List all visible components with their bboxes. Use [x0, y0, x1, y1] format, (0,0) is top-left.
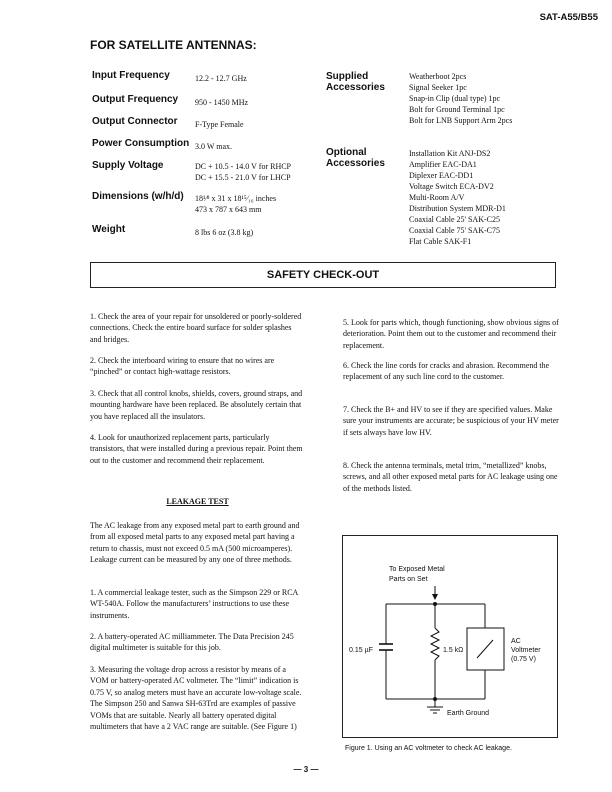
list-item: Bolt for LNB Support Arm 2pcs: [409, 116, 513, 125]
meter-label: AC: [511, 638, 521, 645]
safety-check-title: SAFETY CHECK-OUT: [90, 262, 556, 288]
spec-label: Power Consumption: [92, 138, 190, 149]
leakage-circuit-diagram: [343, 536, 557, 737]
safety-item-1: 1. Check the area of your repair for unsoldered or poorly-soldered connections. Check the entire board surface for solder splashes and bridges.: [90, 312, 302, 344]
safety-item-8: 8. Check the antenna terminals, metal trim, “metallized” knobs, screws, and all other exposed metal parts for AC leakage using one of the methods listed.: [343, 461, 558, 493]
model-number: SAT-A55/B55: [539, 12, 598, 23]
resistor-icon: [431, 628, 439, 660]
figure-1-box: [342, 535, 558, 738]
resistor-label: 1.5 kΩ: [443, 647, 464, 654]
list-item: Coaxial Cable 75' SAK-C75: [409, 226, 500, 235]
list-item: Distribution System MDR-D1: [409, 204, 506, 213]
spec-value-line: DC + 10.5 - 14.0 V for RHCP: [195, 162, 292, 171]
leakage-method-3: 3. Measuring the voltage drop across a resistor by means of a VOM or battery-operated AC voltmeter. The “limit” indication is 0.75 V, so analog meters must have an accurate low-voltage scale. The Simpson 250 and Sanwa SH-63Trd are examples of passive VOMs that are suitable. Nearly all battery operated digital multimeters that have a 2 VAC range are suitable. (See Figure 1): [90, 665, 302, 732]
list-item: Snap-in Clip (dual type) 1pc: [409, 94, 501, 103]
spec-value-line: 18¹⁄⁸ x 31 x 18¹⁵⁄₁₆ inches: [195, 194, 277, 203]
spec-label: Weight: [92, 224, 126, 235]
optional-accessories-label: [326, 147, 385, 169]
leakage-method-1: 1. A commercial leakage tester, such as the Simpson 229 or RCA WT-540A. Follow the manufacturers’ instructions to use these instruments.: [90, 588, 298, 620]
safety-item-6: 6. Check the line cords for cracks and abrasion. Recommend the replacement of any such line cord to the customer.: [343, 361, 550, 382]
list-item: Diplexer EAC-DD1: [409, 171, 474, 180]
spec-value: F-Type Female: [195, 120, 244, 129]
label-line: Supplied: [326, 71, 369, 82]
spec-value: [195, 193, 276, 215]
spec-label: Dimensions (w/h/d): [92, 191, 184, 202]
list-item: Installation Kit ANJ-DS2: [409, 149, 491, 158]
meter-needle: [477, 640, 493, 658]
spec-label: Input Frequency: [92, 70, 170, 81]
spec-value: 12.2 - 12.7 GHz: [195, 74, 247, 83]
meter-label: (0.75 V): [511, 656, 536, 663]
spec-value: 8 lbs 6 oz (3.8 kg): [195, 228, 254, 237]
arrow-icon: [432, 594, 438, 600]
figure-top-label: To Exposed Metal: [389, 566, 445, 573]
spec-label: Output Connector: [92, 116, 178, 127]
list-item: Multi-Room A/V: [409, 193, 465, 202]
list-item: Coaxial Cable 25' SAK-C25: [409, 215, 500, 224]
label-line: Optional: [326, 147, 367, 158]
supplied-accessories-list: [409, 71, 512, 126]
optional-accessories-list: [409, 148, 506, 247]
leakage-method-2: 2. A battery-operated AC milliammeter. The Data Precision 245 digital multimeter is suitable for this job.: [90, 632, 294, 653]
spec-label: Output Frequency: [92, 94, 179, 105]
page-number: — 3 —: [293, 765, 319, 774]
leakage-test-title: LEAKAGE TEST: [166, 497, 229, 506]
safety-item-4: 4. Look for unauthorized replacement parts, particularly transistors, that were installed during a previous repair. Point them out to the customer and recommend their replacement.: [90, 433, 303, 465]
safety-item-5: 5. Look for parts which, though functioning, show obvious signs of deterioration. Point them out to the customer and recommend their replacement.: [343, 318, 559, 350]
safety-item-2: 2. Check the interboard wiring to ensure that no wires are “pinched” or contact high-wattage resistors.: [90, 356, 275, 377]
list-item: Weatherboot 2pcs: [409, 72, 467, 81]
safety-item-7: 7. Check the B+ and HV to see if they are specified values. Make sure your instruments are accurate; be suspicious of your HV meter if sets always have low HV.: [343, 405, 559, 437]
meter-label: Voltmeter: [511, 647, 541, 654]
spec-value: 3.0 W max.: [195, 142, 233, 151]
capacitor-label: 0.15 µF: [349, 647, 373, 654]
list-item: Voltage Switch ECA-DV2: [409, 182, 494, 191]
list-item: Bolt for Ground Terminal 1pc: [409, 105, 505, 114]
ground-label: Earth Ground: [447, 710, 490, 717]
figure-top-label: Parts on Set: [389, 576, 428, 583]
spec-value: [195, 161, 291, 183]
spec-value-line: DC + 15.5 - 21.0 V for LHCP: [195, 173, 291, 182]
list-item: Flat Cable SAK-F1: [409, 237, 472, 246]
label-line: Accessories: [326, 158, 385, 169]
spec-value: 950 - 1450 MHz: [195, 98, 249, 107]
list-item: Amplifier EAC-DA1: [409, 160, 477, 169]
leakage-intro: The AC leakage from any exposed metal part to earth ground and from all exposed metal parts to any exposed metal part having a return to chassis, must not exceed 0.5 mA (500 microamperes). Leakage current can be measured by any one of three methods.: [90, 521, 300, 565]
section-title: FOR SATELLITE ANTENNAS:: [90, 38, 257, 52]
label-line: Accessories: [326, 82, 385, 93]
spec-label: Supply Voltage: [92, 160, 164, 171]
spec-value-line: 473 x 787 x 643 mm: [195, 205, 262, 214]
list-item: Signal Seeker 1pc: [409, 83, 467, 92]
figure-caption: Figure 1. Using an AC voltmeter to check AC leakage.: [345, 745, 512, 752]
safety-item-3: 3. Check that all control knobs, shields, covers, ground straps, and mounting hardware have been replaced. Be absolutely certain that you have replaced all the insulators.: [90, 389, 303, 421]
supplied-accessories-label: [326, 71, 385, 93]
